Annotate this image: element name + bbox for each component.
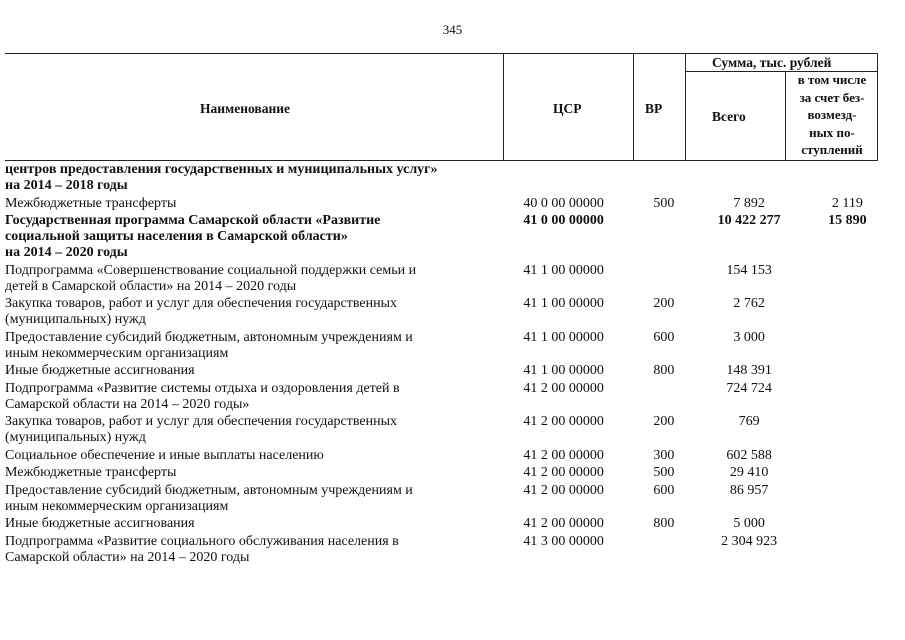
table-row: [5, 363, 895, 379]
row-total: 2 304 923: [721, 533, 778, 549]
row-name: центров предоставления государственных и муниципальных услуг» на 2014 – 2018 годы: [5, 162, 438, 193]
col-divider-3: [685, 53, 686, 160]
row-vr: [623, 263, 698, 295]
row-name: Межбюджетные трансферты: [5, 195, 177, 211]
row-csr: 41 2 00 00000: [523, 516, 604, 531]
row-total: 7 892: [733, 195, 765, 211]
row-csr: 41 3 00 00000: [523, 533, 604, 549]
header-bottom-border: [5, 160, 878, 161]
row-free: [800, 516, 895, 532]
row-free: [800, 381, 895, 413]
row-csr: 41 2 00 00000: [523, 447, 604, 463]
row-vr: 800: [653, 516, 675, 531]
row-csr: 41 1 00 00000: [523, 363, 604, 378]
row-name: Социальное обеспечение и иные выплаты населению: [5, 447, 324, 463]
row-total: 602 588: [726, 447, 772, 463]
row-csr: [501, 162, 623, 194]
row-total: 724 724: [726, 380, 772, 396]
table-row: [5, 414, 895, 446]
row-vr: 600: [653, 329, 675, 345]
row-free: [800, 296, 895, 328]
row-csr: 41 2 00 00000: [523, 482, 604, 498]
table-row: [5, 330, 895, 362]
row-vr: 200: [653, 414, 675, 429]
row-total: 154 153: [726, 262, 772, 278]
row-csr: 41 2 00 00000: [523, 380, 604, 396]
row-vr: 300: [653, 447, 675, 463]
row-name: Иные бюджетные ассигнования: [5, 363, 195, 378]
row-total: 5 000: [733, 516, 765, 531]
table-row: [5, 263, 895, 295]
row-total: 29 410: [729, 465, 769, 480]
row-free: [800, 414, 895, 446]
row-free: [800, 534, 895, 566]
row-vr: [623, 381, 698, 413]
row-name: Межбюджетные трансферты: [5, 465, 177, 480]
table-row: [5, 296, 895, 328]
row-name: Предоставление субсидий бюджетным, автономным учреждениям и иным некоммерческим организациям: [5, 329, 413, 361]
page-number: 345: [442, 22, 463, 37]
row-vr: 800: [653, 363, 675, 378]
row-total: 148 391: [726, 363, 772, 378]
row-free: [800, 363, 895, 379]
row-csr: 41 2 00 00000: [523, 414, 604, 429]
col-divider-2: [633, 53, 634, 160]
row-free: [800, 162, 895, 194]
row-name: Подпрограмма «Совершенствование социальной поддержки семьи и детей в Самарской области» на 2014 – 2020 годы: [5, 262, 417, 294]
row-free: 15 890: [828, 213, 867, 228]
row-total: 3 000: [733, 329, 765, 345]
row-csr: 41 0 00 00000: [523, 213, 604, 228]
row-vr: 200: [653, 296, 675, 311]
header-sum: Сумма, тыс. рублей: [712, 55, 832, 70]
row-name: Иные бюджетные ассигнования: [5, 516, 195, 531]
row-free: [800, 263, 895, 295]
header-name: Наименование: [200, 101, 290, 116]
row-csr: 41 1 00 00000: [523, 262, 604, 278]
row-name: Предоставление субсидий бюджетным, автономным учреждениям и иным некоммерческим организациям: [5, 482, 413, 514]
row-name: Подпрограмма «Развитие социального обслуживания населения в Самарской области» на 2014 – 2020 годы: [5, 533, 399, 565]
row-vr: 500: [653, 195, 675, 211]
row-csr: 41 1 00 00000: [523, 329, 604, 345]
row-vr: [623, 534, 698, 566]
table-row: [5, 465, 895, 481]
table-row: [5, 381, 895, 413]
header-top-border: [5, 53, 878, 54]
table-row: [5, 213, 895, 261]
row-name: Закупка товаров, работ и услуг для обеспечения государственных (муниципальных) нужд: [5, 414, 398, 445]
header-csr: ЦСР: [553, 101, 582, 116]
row-name: Государственная программа Самарской области «Развитие социальной защиты населения в Самарской области» на 2014 – 2020 годы: [5, 213, 381, 260]
row-vr: 600: [653, 482, 675, 498]
row-free: [800, 448, 895, 464]
row-vr: 500: [653, 465, 675, 480]
row-free: [800, 465, 895, 481]
row-free: [800, 330, 895, 362]
table-row: [5, 516, 895, 532]
table-row: [5, 196, 895, 212]
row-total: [699, 162, 800, 194]
row-vr: [623, 213, 698, 261]
row-csr: 41 2 00 00000: [523, 465, 604, 480]
row-vr: [623, 162, 698, 194]
row-free: [800, 483, 895, 515]
row-csr: 41 1 00 00000: [523, 296, 604, 311]
row-total: 2 762: [733, 296, 765, 311]
table-row: [5, 448, 895, 464]
row-total: 10 422 277: [717, 213, 781, 228]
header-total: Всего: [712, 109, 746, 124]
col-divider-1: [503, 53, 504, 160]
header-incl-free: в том числе за счет без- возмезд- ных по- ступлений: [797, 72, 867, 157]
table-body: [5, 162, 895, 567]
header-vr: ВР: [645, 101, 663, 116]
row-name: Подпрограмма «Развитие системы отдыха и оздоровления детей в Самарской области на 2014 – 2020 годы»: [5, 380, 400, 412]
table-row: [5, 162, 895, 194]
row-csr: 40 0 00 00000: [523, 195, 604, 211]
row-total: 769: [738, 414, 760, 429]
table-row: [5, 483, 895, 515]
row-name: Закупка товаров, работ и услуг для обеспечения государственных (муниципальных) нужд: [5, 296, 398, 327]
table-row: [5, 534, 895, 566]
row-free: 2 119: [831, 195, 863, 211]
row-total: 86 957: [729, 482, 769, 498]
